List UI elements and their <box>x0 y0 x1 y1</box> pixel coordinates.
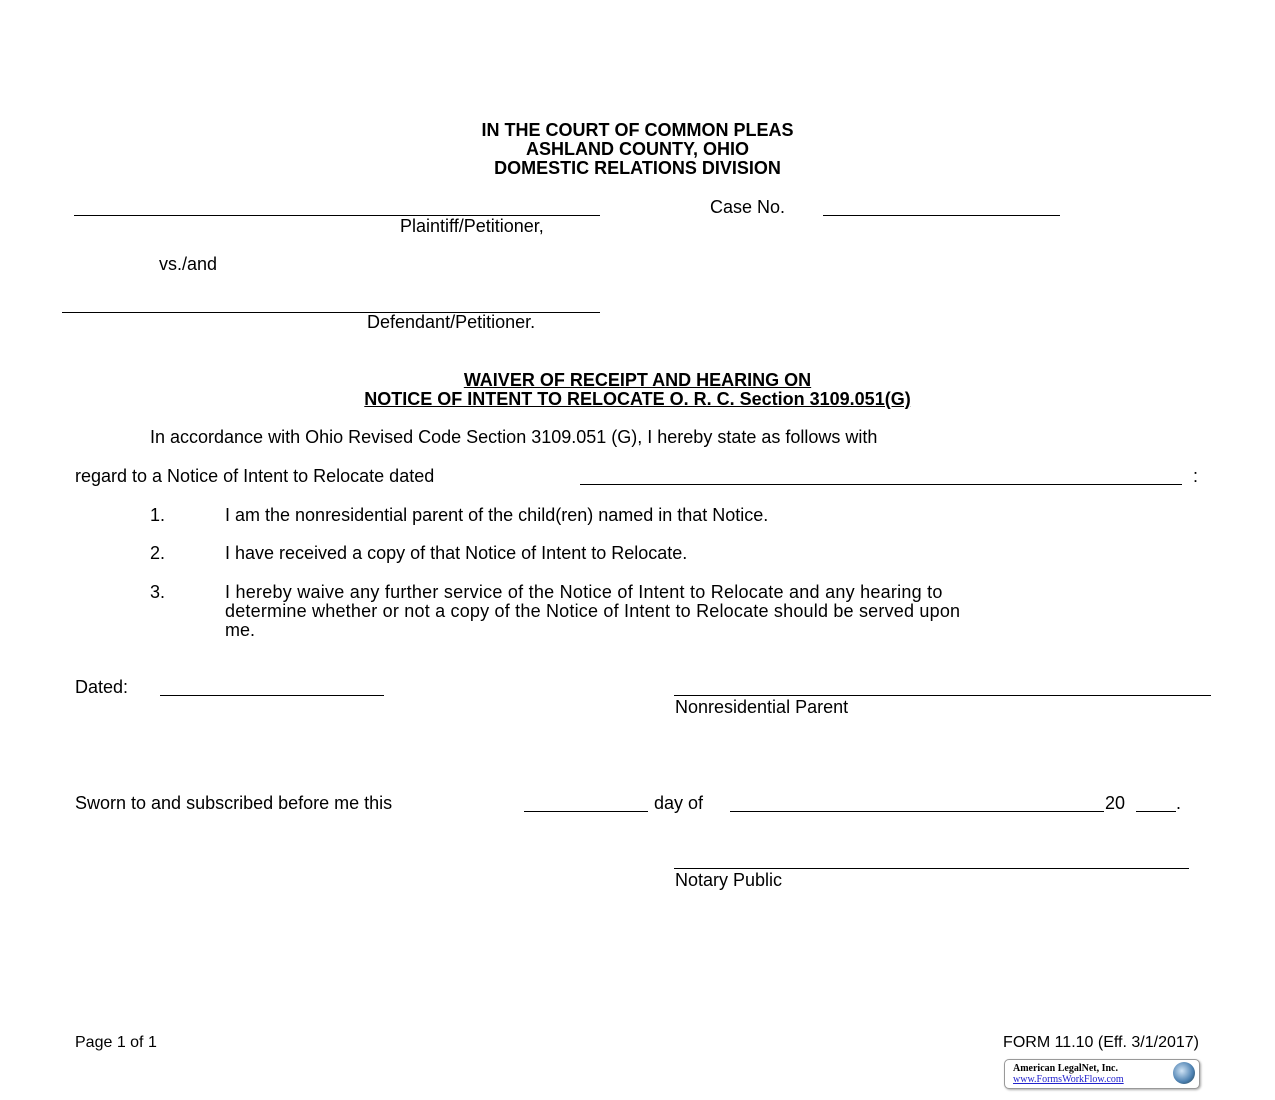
parent-signature-line[interactable] <box>674 695 1211 696</box>
item-text: I have received a copy of that Notice of Intent to Relocate. <box>225 543 688 563</box>
jurat-month-line[interactable] <box>730 811 1104 812</box>
intro-text: In accordance with Ohio Revised Code Section 3109.051 (G), I hereby state as follows with <box>150 427 878 447</box>
plaintiff-label: Plaintiff/Petitioner, <box>400 216 544 236</box>
jurat-year-prefix: 20 <box>1105 793 1126 813</box>
form-title-line2: NOTICE OF INTENT TO RELOCATE O. R. C. Section 3109.051(G) <box>364 389 911 409</box>
parent-label: Nonresidential Parent <box>675 697 849 717</box>
county-name: ASHLAND COUNTY, OHIO <box>525 139 749 159</box>
court-name: IN THE COURT OF COMMON PLEAS <box>481 120 794 140</box>
division-name: DOMESTIC RELATIONS DIVISION <box>494 158 781 178</box>
logo-company: American LegalNet, Inc. <box>1013 1063 1118 1074</box>
dated-line[interactable] <box>160 695 384 696</box>
item-text: determine whether or not a copy of the Notice of Intent to Relocate should be served upon <box>225 601 961 621</box>
intro-colon: : <box>1193 466 1199 486</box>
case-no-line[interactable] <box>823 215 1060 216</box>
item-text: me. <box>225 620 256 640</box>
jurat-period: . <box>1176 793 1182 813</box>
item-text: I hereby waive any further service of the Notice of Intent to Relocate and any hearing to <box>225 582 943 602</box>
jurat-year-line[interactable] <box>1136 811 1176 812</box>
americanlegalnet-logo[interactable] <box>1004 1059 1200 1089</box>
intro-text-cont: regard to a Notice of Intent to Relocate dated <box>75 466 435 486</box>
jurat-text: Sworn to and subscribed before me this <box>75 793 393 813</box>
logo-url[interactable]: www.FormsWorkFlow.com <box>1013 1074 1124 1085</box>
item-number: 1. <box>150 505 166 525</box>
case-no-label: Case No. <box>710 197 786 217</box>
page-number: Page 1 of 1 <box>75 1034 157 1051</box>
item-text: I am the nonresidential parent of the child(ren) named in that Notice. <box>225 505 769 525</box>
item-number: 2. <box>150 543 166 563</box>
defendant-label: Defendant/Petitioner. <box>367 312 536 332</box>
notary-signature-line[interactable] <box>674 868 1189 869</box>
form-title-line1: WAIVER OF RECEIPT AND HEARING ON <box>463 370 812 390</box>
form-number: FORM 11.10 (Eff. 3/1/2017) <box>1003 1034 1199 1051</box>
dated-label: Dated: <box>75 677 129 697</box>
globe-icon <box>1173 1062 1195 1084</box>
notary-label: Notary Public <box>675 870 783 890</box>
jurat-day-of: day of <box>654 793 704 813</box>
item-number: 3. <box>150 582 166 602</box>
notice-date-line[interactable] <box>580 484 1182 485</box>
jurat-day-line[interactable] <box>524 811 648 812</box>
vs-label: vs./and <box>159 254 218 274</box>
